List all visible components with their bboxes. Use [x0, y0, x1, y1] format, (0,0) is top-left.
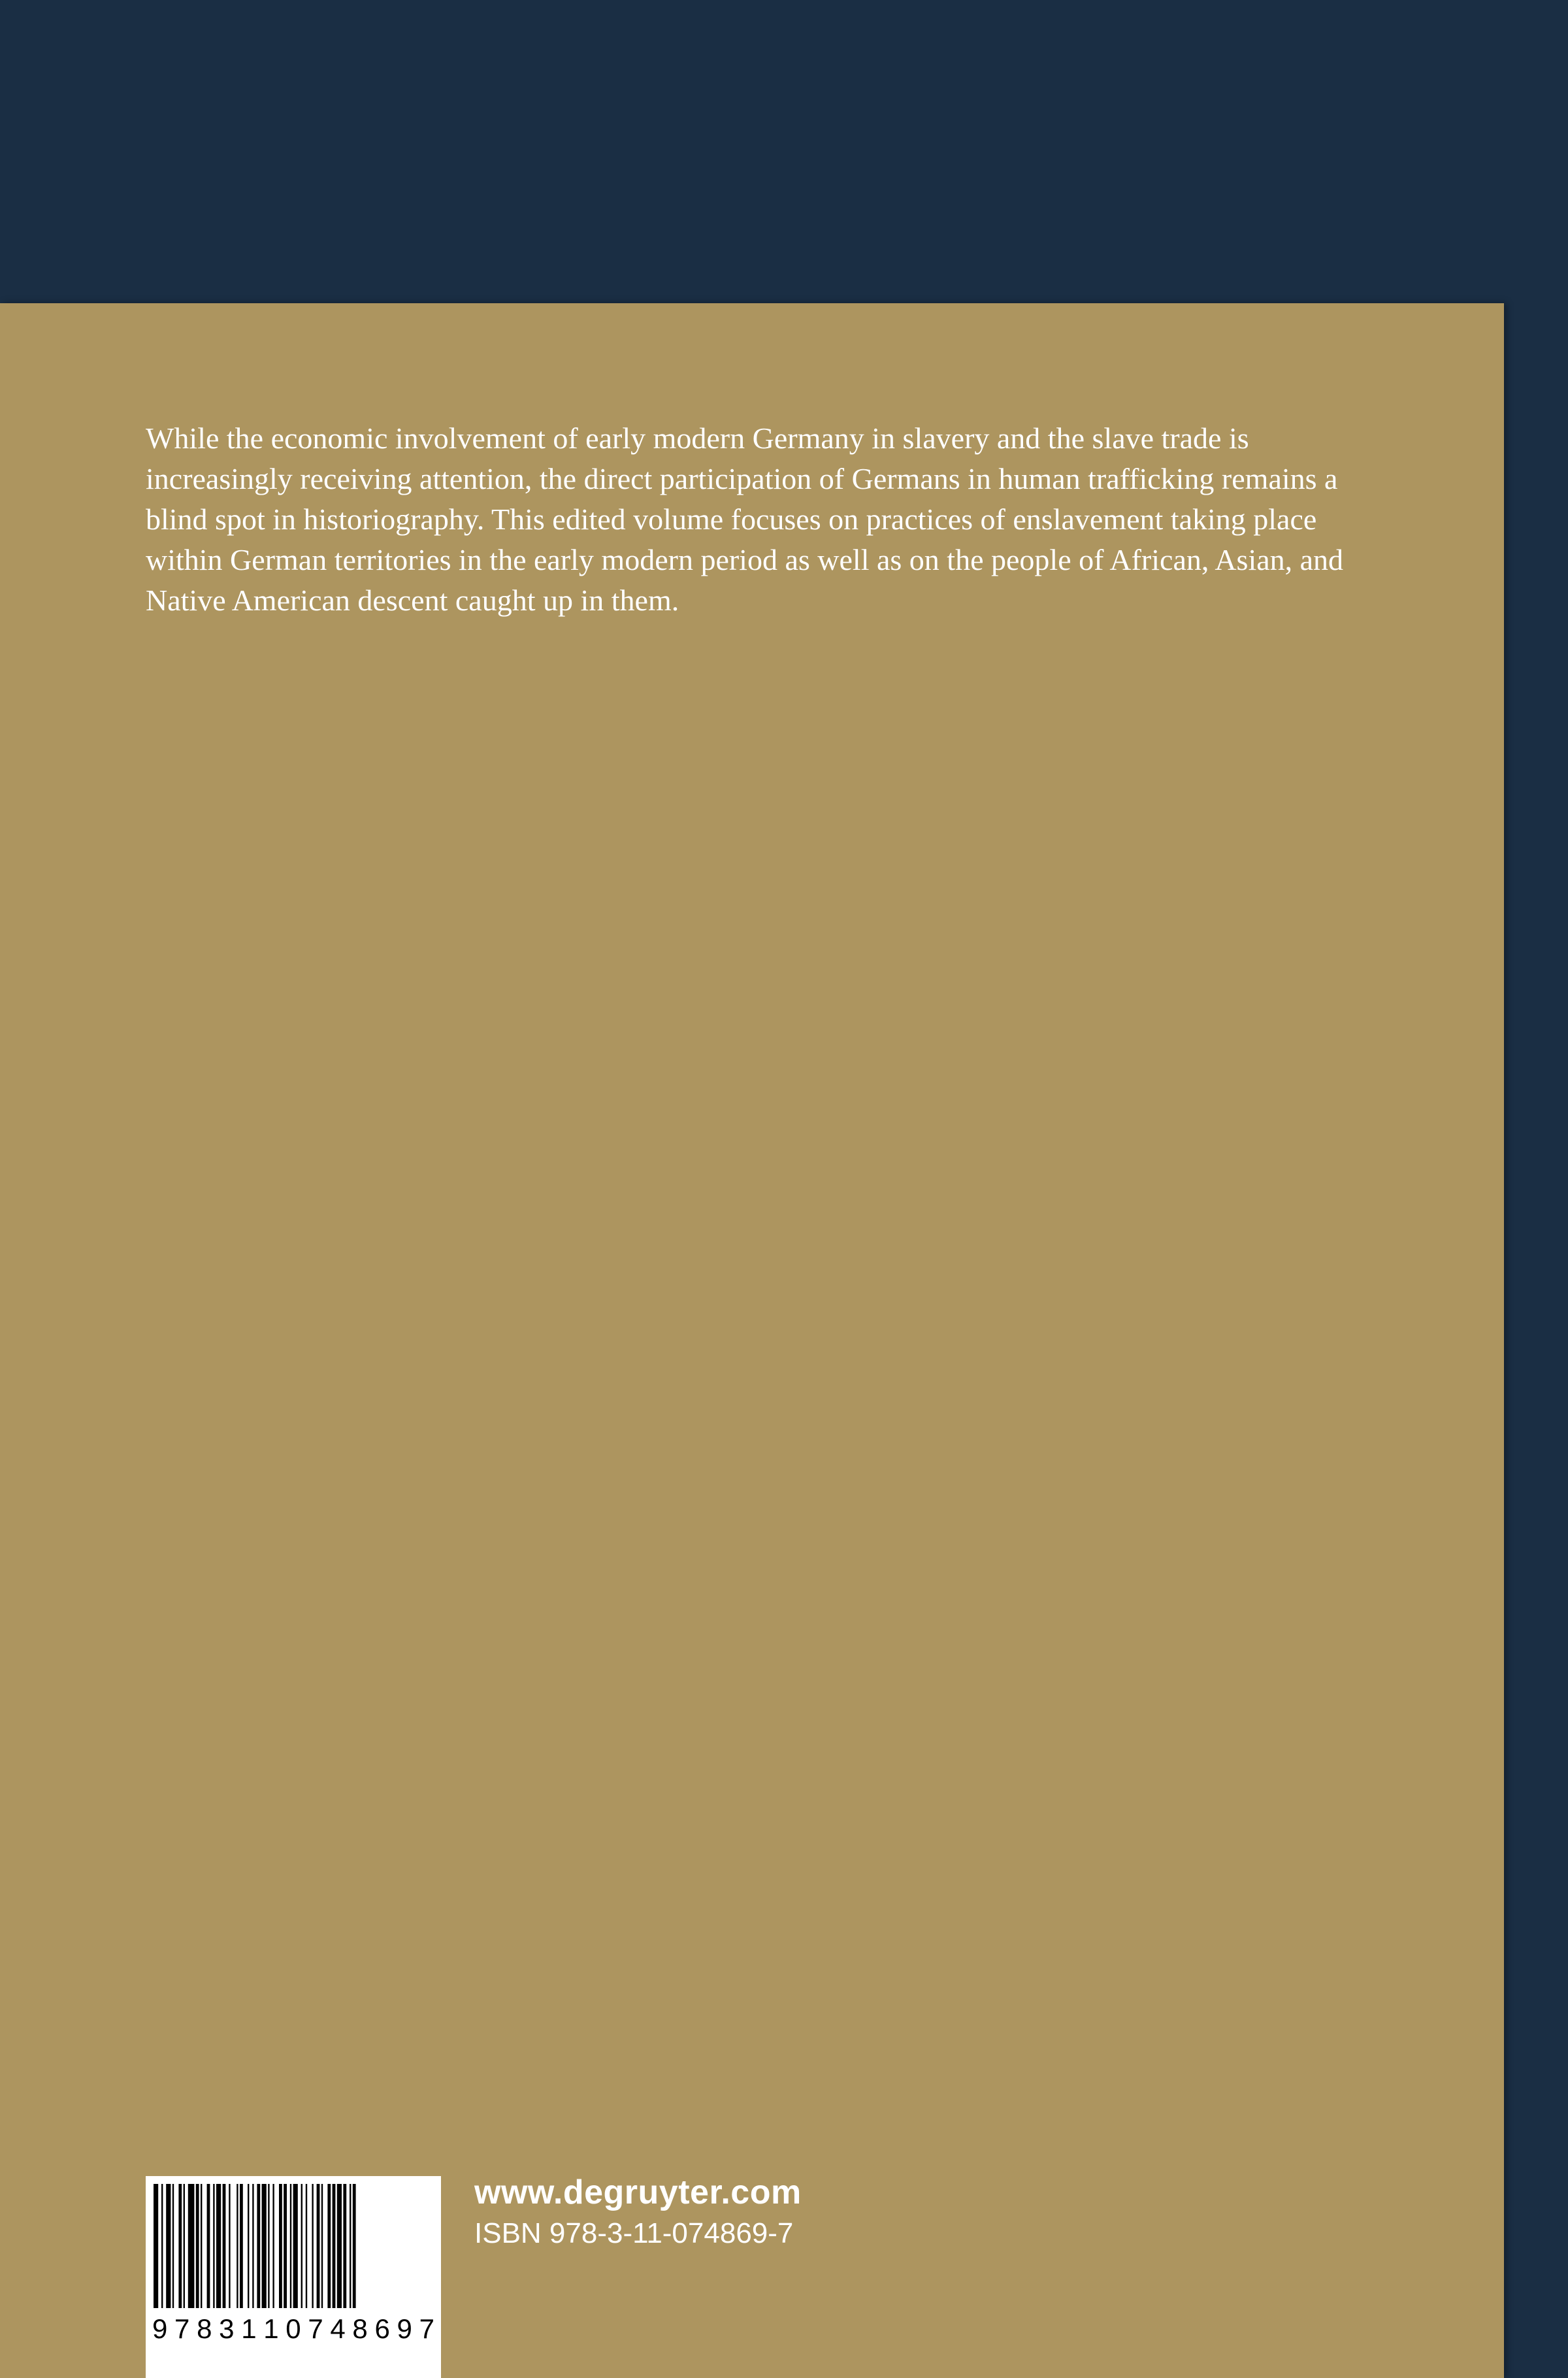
barcode-bar [333, 2184, 336, 2308]
barcode-digit: 8 [352, 2313, 368, 2344]
barcode-bar [284, 2184, 287, 2308]
barcode-bar [337, 2184, 342, 2308]
barcode [146, 2176, 441, 2378]
barcode-digit: 9 [397, 2313, 412, 2344]
barcode-bar [306, 2184, 307, 2308]
barcode-bar [262, 2184, 267, 2308]
barcode-bar [248, 2184, 249, 2308]
barcode-bar [223, 2184, 226, 2308]
barcode-digit: 0 [286, 2313, 301, 2344]
barcode-bar [290, 2184, 291, 2308]
barcode-digit: 1 [241, 2313, 257, 2344]
barcode-digit: 1 [263, 2313, 279, 2344]
barcode-bar [172, 2184, 174, 2308]
barcode-bar [317, 2184, 320, 2308]
blurb-text: While the economic involvement of early modern Germany in slavery and the slave trade is increasingly receiving attention, the direct participation of Germans in human trafficking remains a blind spot in historiography. This edited volume focuses on practices of enslavement taking place within German territories in the early modern period as well as on the people of African, Asian, and Native American descent caught up in them. [146, 421, 1344, 617]
barcode-bar [350, 2184, 351, 2308]
barcode-digit: 7 [174, 2313, 190, 2344]
barcode-bar [321, 2184, 323, 2308]
barcode-bar [161, 2184, 163, 2308]
barcode-digit: 4 [330, 2313, 346, 2344]
barcode-bar [154, 2184, 158, 2308]
barcode-bar [166, 2184, 171, 2308]
barcode-bar [229, 2184, 230, 2308]
barcode-bar [213, 2184, 214, 2308]
barcode-bar [178, 2184, 182, 2308]
publisher-url[interactable]: www.degruyter.com [474, 2173, 802, 2211]
isbn-number: ISBN 978-3-11-074869-7 [474, 2217, 794, 2249]
barcode-digit: 6 [374, 2313, 390, 2344]
barcode-bar [184, 2184, 185, 2308]
barcode-bar [268, 2184, 269, 2308]
barcode-bar [279, 2184, 282, 2308]
barcode-bar [252, 2184, 253, 2308]
barcode-digit: 9 [152, 2313, 168, 2344]
barcode-digit: 7 [419, 2313, 434, 2344]
barcode-bar [216, 2184, 221, 2308]
barcode-digit: 3 [219, 2313, 235, 2344]
barcode-bar [196, 2184, 199, 2308]
barcode-bar [207, 2184, 210, 2308]
barcode-bar [343, 2184, 346, 2308]
barcode-digits [152, 2313, 434, 2345]
barcode-bar [293, 2184, 298, 2308]
barcode-bar [312, 2184, 313, 2308]
barcode-digit: 7 [308, 2313, 323, 2344]
barcode-digit: 8 [197, 2313, 212, 2344]
barcode-bar [301, 2184, 302, 2308]
top-band [0, 0, 1568, 303]
barcode-bar [188, 2184, 195, 2308]
barcode-bar [327, 2184, 331, 2308]
barcode-bar [353, 2184, 356, 2308]
barcode-bar [240, 2184, 243, 2308]
barcode-bar [272, 2184, 274, 2308]
barcode-bar [257, 2184, 260, 2308]
barcode-bars [146, 2176, 441, 2313]
barcode-bar [237, 2184, 238, 2308]
barcode-bar [201, 2184, 202, 2308]
